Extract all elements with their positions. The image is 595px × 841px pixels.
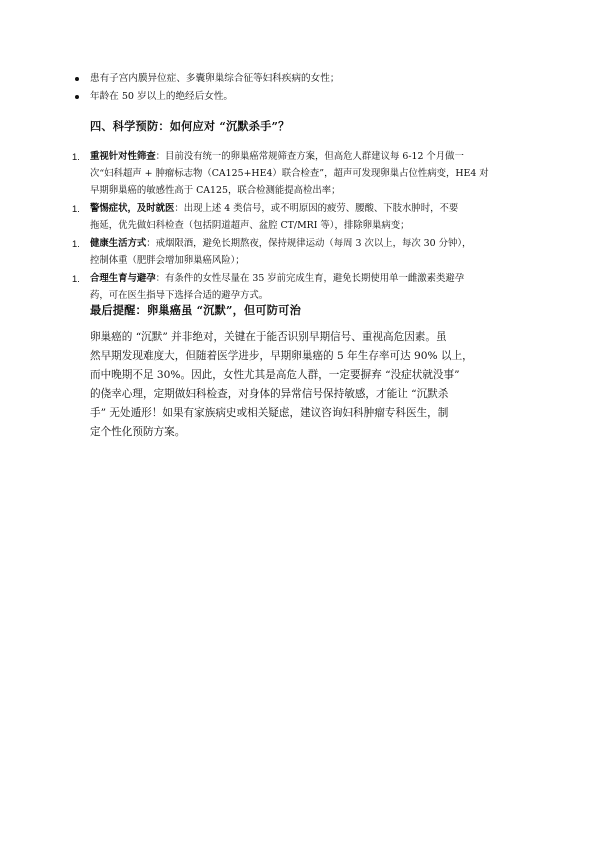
risk-bullet-list [72, 70, 522, 106]
item-text: ：有条件的女性尽量在 35 岁前完成生育，避免长期使用单一雌激素类避孕 [155, 273, 465, 284]
paragraph-line: 定个性化预防方案。 [90, 426, 186, 438]
item-number: 1. [72, 203, 80, 214]
paragraph-line: 的侥幸心理，定期做妇科检查，对身体的异常信号保持敏感，才能让 “沉默杀 [90, 388, 449, 400]
item-line [90, 235, 522, 252]
section-heading: 四、科学预防：如何应对 “沉默杀手”？ [90, 119, 290, 133]
list-item [72, 235, 522, 269]
bullet-dot-icon [75, 95, 79, 99]
item-line [90, 270, 522, 287]
item-lead: 健康生活方式 [90, 238, 147, 249]
paragraph-line: 然早期发现难度大，但随着医学进步，早期卵巢癌的 5 年生存率可达 90% 以上， [90, 350, 473, 362]
item-line [90, 200, 522, 217]
item-number: 1. [72, 238, 80, 249]
list-item [72, 148, 522, 199]
item-text: 次“妇科超声 + 肿瘤标志物（CA125+HE4）联合检查”，超声可发现卵巢占位性病变，HE4 对 [90, 168, 489, 179]
bullet-dot-icon [75, 77, 79, 81]
list-item [72, 88, 522, 106]
bullet-text: 年龄在 50 岁以上的绝经后女性。 [90, 91, 234, 102]
paragraph-line: 而中晚期不足 30%。因此，女性尤其是高危人群，一定要摒弃 “没症状就没事” [90, 369, 460, 381]
paragraph-line: 手” 无处遁形！如果有家族病史或相关疑虑，建议咨询妇科肿瘤专科医生，制 [90, 407, 449, 419]
item-text: 药，可在医生指导下选择合适的避孕方式。 [90, 290, 269, 301]
list-item [72, 270, 522, 304]
item-text: ：出现上述 4 类信号，或不明原因的疲劳、腰酸、下肢水肿时，不要 [174, 203, 459, 214]
item-text: 早期卵巢癌的敏感性高于 CA125，联合检测能提高检出率； [90, 185, 341, 196]
item-text: ：目前没有统一的卵巢癌常规筛查方案，但高危人群建议每 6-12 个月做一 [155, 151, 464, 162]
final-paragraph [90, 328, 520, 442]
bullet-text: 患有子宫内膜异位症、多囊卵巢综合征等妇科疾病的女性； [90, 73, 340, 84]
item-text: ：戒烟限酒，避免长期熬夜，保持规律运动（每周 3 次以上，每次 30 分钟）， [146, 238, 472, 249]
list-item [72, 200, 522, 234]
item-text: 控制体重（肥胖会增加卵巢癌风险）； [90, 255, 245, 266]
item-line [90, 148, 522, 165]
item-lead: 合理生育与避孕 [90, 273, 156, 284]
item-lead: 警惕症状，及时就医 [90, 203, 175, 214]
final-heading: 最后提醒：卵巢癌虽 “沉默”，但可防可治 [90, 303, 301, 317]
list-item [72, 70, 522, 88]
item-lead: 重视针对性筛查 [90, 151, 156, 162]
paragraph-line: 卵巢癌的 “沉默” 并非绝对，关键在于能否识别早期信号、重视高危因素。虽 [90, 331, 447, 343]
item-text: 拖延，优先做妇科检查（包括阴道超声、盆腔 CT/MRI 等），排除卵巢病变； [90, 220, 410, 231]
item-number: 1. [72, 151, 80, 162]
item-number: 1. [72, 273, 80, 284]
prevention-list [72, 148, 522, 305]
